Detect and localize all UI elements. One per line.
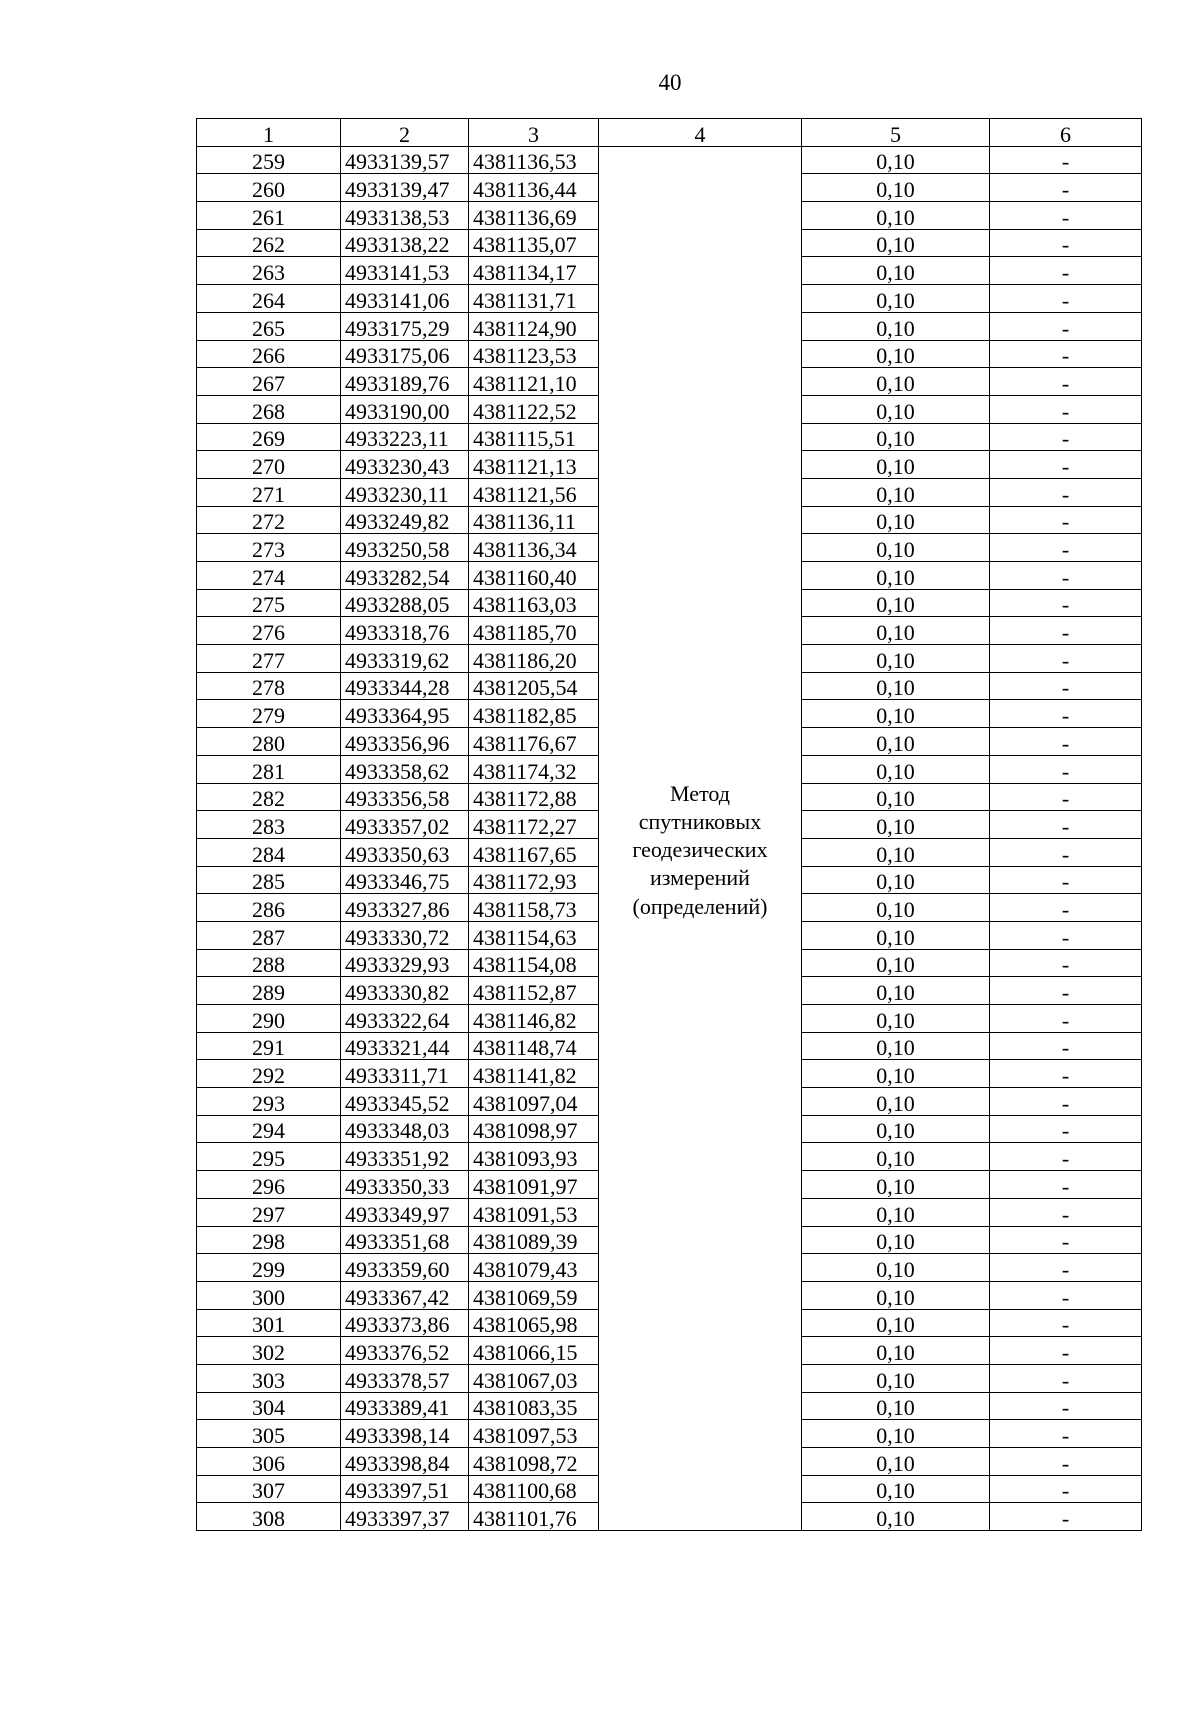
coordinate-x-cell: 4933359,60: [341, 1254, 469, 1282]
coordinate-y-cell: 4381097,53: [469, 1420, 599, 1448]
description-cell: -: [990, 1364, 1142, 1392]
header-cell-5: 5: [802, 119, 990, 147]
point-number-cell: 298: [197, 1226, 341, 1254]
point-number-cell: 308: [197, 1503, 341, 1531]
coordinate-x-cell: 4933230,11: [341, 478, 469, 506]
coordinate-x-cell: 4933139,57: [341, 146, 469, 174]
coordinate-y-cell: 4381066,15: [469, 1337, 599, 1365]
coordinate-y-cell: 4381136,34: [469, 534, 599, 562]
point-number-cell: 296: [197, 1171, 341, 1199]
description-cell: -: [990, 672, 1142, 700]
coordinate-y-cell: 4381091,97: [469, 1171, 599, 1199]
coordinate-y-cell: 4381067,03: [469, 1364, 599, 1392]
coordinate-y-cell: 4381136,53: [469, 146, 599, 174]
accuracy-cell: 0,10: [802, 1032, 990, 1060]
coordinate-x-cell: 4933330,82: [341, 977, 469, 1005]
coordinate-x-cell: 4933138,22: [341, 229, 469, 257]
description-cell: -: [990, 506, 1142, 534]
coordinate-y-cell: 4381185,70: [469, 617, 599, 645]
method-line: спутниковых: [638, 809, 762, 835]
description-cell: -: [990, 451, 1142, 479]
point-number-cell: 265: [197, 312, 341, 340]
coordinate-y-cell: 4381148,74: [469, 1032, 599, 1060]
accuracy-cell: 0,10: [802, 534, 990, 562]
description-cell: -: [990, 589, 1142, 617]
coordinate-y-cell: 4381186,20: [469, 645, 599, 673]
coordinate-x-cell: 4933344,28: [341, 672, 469, 700]
accuracy-cell: 0,10: [802, 700, 990, 728]
description-cell: -: [990, 617, 1142, 645]
accuracy-cell: 0,10: [802, 451, 990, 479]
description-cell: -: [990, 1337, 1142, 1365]
point-number-cell: 287: [197, 921, 341, 949]
accuracy-cell: 0,10: [802, 783, 990, 811]
description-cell: -: [990, 285, 1142, 313]
coordinate-y-cell: 4381160,40: [469, 562, 599, 590]
description-cell: -: [990, 1143, 1142, 1171]
point-number-cell: 281: [197, 755, 341, 783]
coordinate-x-cell: 4933345,52: [341, 1088, 469, 1116]
description-cell: -: [990, 1005, 1142, 1033]
accuracy-cell: 0,10: [802, 257, 990, 285]
accuracy-cell: 0,10: [802, 562, 990, 590]
coordinate-x-cell: 4933249,82: [341, 506, 469, 534]
description-cell: -: [990, 783, 1142, 811]
accuracy-cell: 0,10: [802, 368, 990, 396]
accuracy-cell: 0,10: [802, 146, 990, 174]
accuracy-cell: 0,10: [802, 1420, 990, 1448]
accuracy-cell: 0,10: [802, 755, 990, 783]
point-number-cell: 270: [197, 451, 341, 479]
coordinate-x-cell: 4933349,97: [341, 1198, 469, 1226]
description-cell: -: [990, 811, 1142, 839]
accuracy-cell: 0,10: [802, 1364, 990, 1392]
coordinate-y-cell: 4381079,43: [469, 1254, 599, 1282]
accuracy-cell: 0,10: [802, 1281, 990, 1309]
accuracy-cell: 0,10: [802, 1143, 990, 1171]
accuracy-cell: 0,10: [802, 672, 990, 700]
description-cell: -: [990, 562, 1142, 590]
accuracy-cell: 0,10: [802, 285, 990, 313]
coordinate-y-cell: 4381154,63: [469, 921, 599, 949]
coordinate-y-cell: 4381136,44: [469, 174, 599, 202]
point-number-cell: 283: [197, 811, 341, 839]
coordinate-x-cell: 4933373,86: [341, 1309, 469, 1337]
method-text: [603, 780, 797, 921]
accuracy-cell: 0,10: [802, 229, 990, 257]
coordinate-x-cell: 4933318,76: [341, 617, 469, 645]
description-cell: -: [990, 645, 1142, 673]
coordinate-x-cell: 4933351,68: [341, 1226, 469, 1254]
description-cell: -: [990, 1309, 1142, 1337]
coordinate-x-cell: 4933175,29: [341, 312, 469, 340]
description-cell: -: [990, 1088, 1142, 1116]
point-number-cell: 307: [197, 1475, 341, 1503]
accuracy-cell: 0,10: [802, 1005, 990, 1033]
coordinate-x-cell: 4933138,53: [341, 202, 469, 230]
description-cell: -: [990, 755, 1142, 783]
coordinate-y-cell: 4381154,08: [469, 949, 599, 977]
point-number-cell: 269: [197, 423, 341, 451]
point-number-cell: 279: [197, 700, 341, 728]
coordinate-x-cell: 4933346,75: [341, 866, 469, 894]
coordinate-y-cell: 4381182,85: [469, 700, 599, 728]
point-number-cell: 304: [197, 1392, 341, 1420]
coordinate-x-cell: 4933311,71: [341, 1060, 469, 1088]
point-number-cell: 278: [197, 672, 341, 700]
coordinate-y-cell: 4381141,82: [469, 1060, 599, 1088]
coordinate-y-cell: 4381131,71: [469, 285, 599, 313]
method-cell: [599, 146, 802, 1530]
accuracy-cell: 0,10: [802, 1392, 990, 1420]
coordinate-y-cell: 4381123,53: [469, 340, 599, 368]
accuracy-cell: 0,10: [802, 1475, 990, 1503]
page-number: 40: [658, 70, 682, 95]
point-number-cell: 263: [197, 257, 341, 285]
coordinate-x-cell: 4933376,52: [341, 1337, 469, 1365]
point-number-cell: 268: [197, 395, 341, 423]
coordinate-y-cell: 4381135,07: [469, 229, 599, 257]
accuracy-cell: 0,10: [802, 1448, 990, 1476]
point-number-cell: 303: [197, 1364, 341, 1392]
coordinate-x-cell: 4933351,92: [341, 1143, 469, 1171]
coordinate-x-cell: 4933398,84: [341, 1448, 469, 1476]
description-cell: -: [990, 1115, 1142, 1143]
accuracy-cell: 0,10: [802, 921, 990, 949]
point-number-cell: 276: [197, 617, 341, 645]
coordinate-x-cell: 4933358,62: [341, 755, 469, 783]
coordinate-x-cell: 4933321,44: [341, 1032, 469, 1060]
point-number-cell: 262: [197, 229, 341, 257]
description-cell: -: [990, 1281, 1142, 1309]
description-cell: -: [990, 1226, 1142, 1254]
coordinate-y-cell: 4381101,76: [469, 1503, 599, 1531]
coordinate-x-cell: 4933389,41: [341, 1392, 469, 1420]
point-number-cell: 275: [197, 589, 341, 617]
description-cell: -: [990, 368, 1142, 396]
description-cell: -: [990, 949, 1142, 977]
description-cell: -: [990, 340, 1142, 368]
coordinate-x-cell: 4933398,14: [341, 1420, 469, 1448]
description-cell: -: [990, 202, 1142, 230]
description-cell: -: [990, 312, 1142, 340]
coordinate-x-cell: 4933282,54: [341, 562, 469, 590]
point-number-cell: 300: [197, 1281, 341, 1309]
description-cell: -: [990, 977, 1142, 1005]
coordinate-y-cell: 4381146,82: [469, 1005, 599, 1033]
point-number-cell: 289: [197, 977, 341, 1005]
coordinate-y-cell: 4381115,51: [469, 423, 599, 451]
point-number-cell: 293: [197, 1088, 341, 1116]
header-cell-4: 4: [599, 119, 802, 147]
point-number-cell: 259: [197, 146, 341, 174]
description-cell: -: [990, 700, 1142, 728]
coordinate-y-cell: 4381097,04: [469, 1088, 599, 1116]
coordinate-x-cell: 4933329,93: [341, 949, 469, 977]
description-cell: -: [990, 534, 1142, 562]
point-number-cell: 286: [197, 894, 341, 922]
description-cell: -: [990, 1420, 1142, 1448]
coordinate-y-cell: 4381100,68: [469, 1475, 599, 1503]
point-number-cell: 294: [197, 1115, 341, 1143]
description-cell: -: [990, 838, 1142, 866]
method-line: геодезических: [632, 837, 768, 863]
coordinate-y-cell: 4381205,54: [469, 672, 599, 700]
accuracy-cell: 0,10: [802, 478, 990, 506]
coordinate-y-cell: 4381172,93: [469, 866, 599, 894]
point-number-cell: 297: [197, 1198, 341, 1226]
description-cell: -: [990, 1198, 1142, 1226]
coordinate-x-cell: 4933175,06: [341, 340, 469, 368]
coordinate-x-cell: 4933348,03: [341, 1115, 469, 1143]
accuracy-cell: 0,10: [802, 506, 990, 534]
point-number-cell: 282: [197, 783, 341, 811]
description-cell: -: [990, 1503, 1142, 1531]
accuracy-cell: 0,10: [802, 1060, 990, 1088]
coordinate-x-cell: 4933139,47: [341, 174, 469, 202]
coordinate-x-cell: 4933378,57: [341, 1364, 469, 1392]
coordinate-x-cell: 4933189,76: [341, 368, 469, 396]
point-number-cell: 267: [197, 368, 341, 396]
accuracy-cell: 0,10: [802, 1171, 990, 1199]
coordinate-y-cell: 4381121,13: [469, 451, 599, 479]
point-number-cell: 274: [197, 562, 341, 590]
coordinate-x-cell: 4933230,43: [341, 451, 469, 479]
accuracy-cell: 0,10: [802, 617, 990, 645]
coordinate-x-cell: 4933327,86: [341, 894, 469, 922]
method-line: Метод: [670, 780, 730, 806]
description-cell: -: [990, 1032, 1142, 1060]
coordinate-y-cell: 4381172,88: [469, 783, 599, 811]
accuracy-cell: 0,10: [802, 340, 990, 368]
accuracy-cell: 0,10: [802, 1226, 990, 1254]
coordinate-y-cell: 4381121,10: [469, 368, 599, 396]
coordinate-x-cell: 4933330,72: [341, 921, 469, 949]
coordinate-y-cell: 4381167,65: [469, 838, 599, 866]
point-number-cell: 305: [197, 1420, 341, 1448]
point-number-cell: 266: [197, 340, 341, 368]
accuracy-cell: 0,10: [802, 395, 990, 423]
description-cell: -: [990, 174, 1142, 202]
coordinate-y-cell: 4381089,39: [469, 1226, 599, 1254]
accuracy-cell: 0,10: [802, 838, 990, 866]
point-number-cell: 285: [197, 866, 341, 894]
header-cell-6: 6: [990, 119, 1142, 147]
description-cell: -: [990, 866, 1142, 894]
accuracy-cell: 0,10: [802, 312, 990, 340]
description-cell: -: [990, 894, 1142, 922]
coordinate-x-cell: 4933190,00: [341, 395, 469, 423]
accuracy-cell: 0,10: [802, 1337, 990, 1365]
point-number-cell: 301: [197, 1309, 341, 1337]
coordinate-x-cell: 4933319,62: [341, 645, 469, 673]
coordinate-y-cell: 4381065,98: [469, 1309, 599, 1337]
accuracy-cell: 0,10: [802, 174, 990, 202]
description-cell: -: [990, 1060, 1142, 1088]
coordinate-x-cell: 4933367,42: [341, 1281, 469, 1309]
header-cell-1: 1: [197, 119, 341, 147]
point-number-cell: 295: [197, 1143, 341, 1171]
method-line: измерений: [650, 865, 750, 891]
coordinate-x-cell: 4933350,63: [341, 838, 469, 866]
point-number-cell: 291: [197, 1032, 341, 1060]
accuracy-cell: 0,10: [802, 202, 990, 230]
description-cell: -: [990, 395, 1142, 423]
method-line: (определений): [632, 893, 768, 919]
description-cell: -: [990, 1392, 1142, 1420]
coordinate-y-cell: 4381152,87: [469, 977, 599, 1005]
accuracy-cell: 0,10: [802, 1115, 990, 1143]
coordinate-y-cell: 4381093,93: [469, 1143, 599, 1171]
coordinate-y-cell: 4381176,67: [469, 728, 599, 756]
coordinate-x-cell: 4933364,95: [341, 700, 469, 728]
coordinate-x-cell: 4933357,02: [341, 811, 469, 839]
coordinate-y-cell: 4381136,11: [469, 506, 599, 534]
accuracy-cell: 0,10: [802, 1088, 990, 1116]
coordinate-y-cell: 4381098,72: [469, 1448, 599, 1476]
point-number-cell: 292: [197, 1060, 341, 1088]
description-cell: -: [990, 1475, 1142, 1503]
point-number-cell: 272: [197, 506, 341, 534]
point-number-cell: 290: [197, 1005, 341, 1033]
description-cell: -: [990, 257, 1142, 285]
coordinate-y-cell: 4381083,35: [469, 1392, 599, 1420]
coordinate-x-cell: 4933397,51: [341, 1475, 469, 1503]
description-cell: -: [990, 229, 1142, 257]
point-number-cell: 288: [197, 949, 341, 977]
coordinate-x-cell: 4933356,58: [341, 783, 469, 811]
point-number-cell: 277: [197, 645, 341, 673]
accuracy-cell: 0,10: [802, 423, 990, 451]
point-number-cell: 260: [197, 174, 341, 202]
coordinate-y-cell: 4381122,52: [469, 395, 599, 423]
point-number-cell: 299: [197, 1254, 341, 1282]
accuracy-cell: 0,10: [802, 949, 990, 977]
coordinate-x-cell: 4933141,53: [341, 257, 469, 285]
description-cell: -: [990, 1171, 1142, 1199]
coordinate-y-cell: 4381069,59: [469, 1281, 599, 1309]
accuracy-cell: 0,10: [802, 589, 990, 617]
point-number-cell: 280: [197, 728, 341, 756]
accuracy-cell: 0,10: [802, 728, 990, 756]
header-cell-2: 2: [341, 119, 469, 147]
point-number-cell: 264: [197, 285, 341, 313]
description-cell: -: [990, 1254, 1142, 1282]
accuracy-cell: 0,10: [802, 894, 990, 922]
coordinate-x-cell: 4933322,64: [341, 1005, 469, 1033]
coordinate-x-cell: 4933356,96: [341, 728, 469, 756]
coordinate-y-cell: 4381174,32: [469, 755, 599, 783]
coordinate-y-cell: 4381134,17: [469, 257, 599, 285]
point-number-cell: 273: [197, 534, 341, 562]
coordinate-x-cell: 4933141,06: [341, 285, 469, 313]
accuracy-cell: 0,10: [802, 1309, 990, 1337]
coordinate-x-cell: 4933223,11: [341, 423, 469, 451]
description-cell: -: [990, 478, 1142, 506]
coordinate-x-cell: 4933397,37: [341, 1503, 469, 1531]
coordinates-table: [196, 118, 1142, 1531]
description-cell: -: [990, 921, 1142, 949]
accuracy-cell: 0,10: [802, 1198, 990, 1226]
accuracy-cell: 0,10: [802, 645, 990, 673]
coordinate-y-cell: 4381124,90: [469, 312, 599, 340]
accuracy-cell: 0,10: [802, 811, 990, 839]
description-cell: -: [990, 423, 1142, 451]
point-number-cell: 284: [197, 838, 341, 866]
coordinate-y-cell: 4381158,73: [469, 894, 599, 922]
coordinate-x-cell: 4933350,33: [341, 1171, 469, 1199]
description-cell: -: [990, 728, 1142, 756]
description-cell: -: [990, 146, 1142, 174]
accuracy-cell: 0,10: [802, 866, 990, 894]
coordinate-y-cell: 4381163,03: [469, 589, 599, 617]
coordinate-x-cell: 4933288,05: [341, 589, 469, 617]
table-row: [197, 146, 1142, 174]
coordinate-y-cell: 4381172,27: [469, 811, 599, 839]
header-row: [197, 119, 1142, 147]
point-number-cell: 302: [197, 1337, 341, 1365]
accuracy-cell: 0,10: [802, 1503, 990, 1531]
coordinate-y-cell: 4381121,56: [469, 478, 599, 506]
point-number-cell: 261: [197, 202, 341, 230]
coordinate-y-cell: 4381091,53: [469, 1198, 599, 1226]
accuracy-cell: 0,10: [802, 977, 990, 1005]
coordinate-x-cell: 4933250,58: [341, 534, 469, 562]
header-cell-3: 3: [469, 119, 599, 147]
accuracy-cell: 0,10: [802, 1254, 990, 1282]
description-cell: -: [990, 1448, 1142, 1476]
table-body: [197, 119, 1142, 1531]
coordinate-y-cell: 4381136,69: [469, 202, 599, 230]
coordinate-y-cell: 4381098,97: [469, 1115, 599, 1143]
point-number-cell: 306: [197, 1448, 341, 1476]
point-number-cell: 271: [197, 478, 341, 506]
